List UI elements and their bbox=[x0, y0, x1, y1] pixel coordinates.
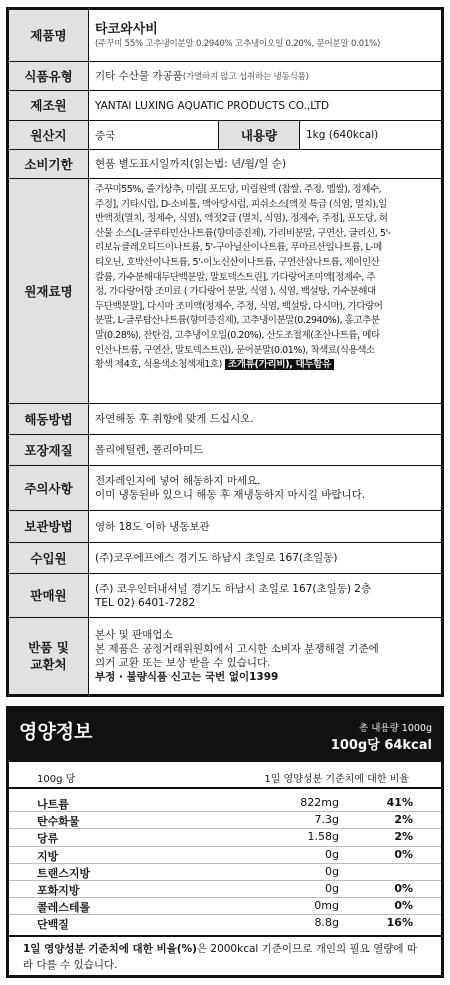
header-seller: 판매원 bbox=[9, 574, 89, 617]
per-serving-label: 100g 당 bbox=[37, 774, 76, 785]
ingredient-line: 반액젓(멸치, 정제수, 식염), 액젓2급 (멸치, 식염), 정제수, 주정], 포도당, 혀 bbox=[95, 213, 388, 225]
row-returns bbox=[9, 618, 441, 694]
expiry-value: 현품 별도표시일까지(읽는법: 년/월/일 순) bbox=[95, 158, 287, 170]
returns-line: 의거 교환 또는 보상 받을 수 있습니다. bbox=[95, 657, 271, 669]
ingredient-line: 티오닌, 호박산이나트륨, 5'-이노신산이나트륨, 구연산삼나트륨, 제이인산 bbox=[95, 256, 380, 268]
seller-address: (주) 코우인터내셔널 경기도 하남시 초일로 167(초일동) 2층 bbox=[95, 582, 372, 595]
footnote-text: 은 2000kcal 기준이므로 개인의 필요 열량에 따라 다를 수 있습니다. bbox=[23, 943, 418, 971]
ingredients-list bbox=[89, 179, 441, 403]
nutrient-row bbox=[9, 864, 441, 881]
food-type-note: (가열하지 않고 섭취하는 냉동식품) bbox=[182, 72, 309, 82]
row-thaw bbox=[9, 404, 441, 435]
header-thaw: 해동방법 bbox=[9, 404, 89, 434]
nutrient-row bbox=[9, 881, 441, 898]
caution-line: 전자레인지에 넣어 해동하지 마세요. bbox=[95, 475, 261, 487]
nutrient-percent: 0% bbox=[394, 847, 413, 861]
nutrition-header bbox=[9, 709, 441, 762]
product-label-table bbox=[6, 7, 444, 697]
header-volume: 내용량 bbox=[218, 121, 300, 149]
ingredient-line: 황색 제4호, 식용색소청색제1호) bbox=[95, 359, 222, 371]
ingredient-line: 리보뉴클레오티드이나트륨, 5'-구아닐산이나트륨, 푸마르산일나트륨, L-메 bbox=[95, 242, 382, 254]
ingredient-line: 주꾸미55%, 줄기상추, 미림[ 포도당, 미림원액 (찹쌀, 주정, 멥쌀), 정제수, bbox=[95, 184, 382, 195]
nutrient-percent: 2% bbox=[394, 830, 413, 844]
origin-value: 중국 bbox=[95, 129, 116, 142]
row-importer bbox=[9, 543, 441, 574]
ingredient-line: 산물 소스[L-글루타민산나트륨(향미증진제), 가리비분말, 구연산, 글리신, 5'- bbox=[95, 227, 391, 239]
importer-value: (주)코우에프에스 경기도 하남시 초일로 167(초일동) bbox=[95, 552, 338, 564]
nutrient-amount: 0g bbox=[325, 881, 339, 895]
header-food-type: 식품유형 bbox=[9, 62, 89, 90]
ingredient-line: 말(0.28%), 잔탄검, 고추냉이오일(0.20%), 산도조절제(초산나트륨, 메타 bbox=[95, 329, 380, 341]
nutrient-percent: 0% bbox=[394, 899, 413, 913]
nutrition-kcal: 100g당 64kcal bbox=[330, 738, 432, 753]
nutrient-name: 콜레스테롤 bbox=[37, 901, 91, 915]
ingredient-line: 두단백분말], 다시마 조미액(정제수, 주정, 식염, 백설탕, 다시마), 가다랑어 bbox=[95, 300, 383, 312]
nutrition-rows bbox=[9, 795, 441, 933]
nutrition-facts bbox=[6, 706, 444, 978]
row-product-name bbox=[9, 10, 441, 62]
row-packaging bbox=[9, 435, 441, 466]
header-product-name: 제품명 bbox=[9, 10, 89, 61]
nutrient-amount: 0mg bbox=[314, 899, 339, 913]
ingredient-line: 칼륨, 가수분해대두단백분말, 말토덱스트린], 가다랑어조미액[정제수, 주 bbox=[95, 271, 376, 283]
row-seller bbox=[9, 574, 441, 618]
nutrient-name: 지방 bbox=[37, 849, 59, 863]
nutrient-amount: 1.58g bbox=[307, 830, 339, 844]
row-expiry bbox=[9, 150, 441, 179]
nutrient-percent: 41% bbox=[386, 796, 413, 809]
nutrient-percent: 0% bbox=[394, 881, 413, 895]
nutrient-amount: 0g bbox=[325, 864, 339, 878]
nutrition-subheader bbox=[9, 762, 441, 789]
ingredient-line: 주정], 기타시럽, D-소비톨, 맥아당시럽, 피쉬소스[액젓 특급 (식염, 멸치),일 bbox=[95, 198, 387, 210]
header-returns-line: 반품 및 bbox=[28, 640, 69, 655]
nutrient-row bbox=[9, 812, 441, 829]
returns-line: 본 제품은 공정거래위원회에서 고시한 소비자 분쟁해결 기준에 bbox=[95, 643, 379, 655]
packaging-value: 폴리에틸렌, 폴리아미드 bbox=[95, 444, 204, 456]
returns-line: 본사 및 판매업소 bbox=[95, 629, 173, 641]
nutrient-amount: 7.3g bbox=[314, 813, 339, 827]
nutrient-name: 나트륨 bbox=[37, 798, 69, 811]
header-manufacturer: 제조원 bbox=[9, 91, 89, 120]
row-caution bbox=[9, 466, 441, 511]
nutrient-row bbox=[9, 915, 441, 932]
nutrient-name: 포화지방 bbox=[37, 883, 80, 897]
header-expiry: 소비기한 bbox=[9, 150, 89, 178]
nutrition-title: 영양정보 bbox=[19, 721, 93, 743]
header-origin: 원산지 bbox=[9, 121, 89, 149]
row-manufacturer bbox=[9, 91, 441, 121]
nutrient-percent: 16% bbox=[386, 916, 413, 930]
food-type-value: 기타 수산물 가공품 bbox=[95, 70, 183, 82]
caution-line: 이미 냉동된바 있으니 해동 후 재냉동하지 마시길 바랍니다. bbox=[95, 489, 366, 501]
nutrition-total: 총 내용량 1000g bbox=[359, 723, 432, 734]
allergen-badge: 조개류(가리비), 대두함유 bbox=[225, 359, 334, 370]
header-packaging: 포장재질 bbox=[9, 435, 89, 465]
thaw-value: 자연해동 후 취향에 맞게 드십시오. bbox=[95, 413, 254, 425]
header-caution: 주의사항 bbox=[9, 466, 89, 510]
nutrient-name: 단백질 bbox=[37, 918, 69, 932]
row-storage bbox=[9, 511, 441, 543]
manufacturer-value: YANTAI LUXING AQUATIC PRODUCTS CO.,LTD bbox=[95, 99, 330, 112]
nutrition-footnote bbox=[9, 935, 441, 975]
header-storage: 보관방법 bbox=[9, 511, 89, 542]
ingredient-line: 분말, L-글루탐산나트륨(향미증진제), 고추냉이분말(0.2940%), 홍고추분 bbox=[95, 315, 380, 327]
nutrient-name: 탄수화물 bbox=[37, 815, 80, 829]
seller-phone: TEL 02) 6401-7282 bbox=[95, 596, 196, 609]
header-returns-line: 교환처 bbox=[30, 657, 67, 672]
nutrient-row bbox=[9, 795, 441, 812]
nutrient-row bbox=[9, 898, 441, 915]
daily-ratio-label: 1일 영양성분 기준치에 대한 비율 bbox=[264, 774, 409, 785]
product-name: 타코와사비 bbox=[95, 22, 158, 37]
nutrient-row bbox=[9, 847, 441, 864]
header-ingredients: 원재료명 bbox=[9, 179, 89, 403]
nutrient-amount: 822mg bbox=[300, 796, 339, 809]
storage-value: 영하 18도 이하 냉동보관 bbox=[95, 520, 210, 533]
nutrient-name: 당류 bbox=[37, 832, 59, 846]
row-ingredients bbox=[9, 179, 441, 404]
row-origin bbox=[9, 121, 441, 150]
returns-hotline: 부정 · 불량식품 신고는 국번 없이1399 bbox=[95, 671, 279, 683]
ingredient-line: 인산나트륨, 구연산, 말토덱스트린), 문어분말(0.01%), 착색료(식용색소 bbox=[95, 344, 375, 356]
product-name-detail: (주꾸미 55% 고추냉이분말 0.2940% 고추냉이오일 0.20%, 문어분말 0.01%) bbox=[95, 39, 381, 49]
nutrient-amount: 8.8g bbox=[314, 916, 339, 930]
nutrient-percent: 2% bbox=[394, 813, 413, 827]
nutrient-row bbox=[9, 829, 441, 846]
ingredient-line: 정, 가다랑어향 조미료 ( 가다랑어 분말, 식염 ), 식염, 백설탕, 가수분해대 bbox=[95, 286, 376, 298]
nutrient-name: 트랜스지방 bbox=[37, 866, 91, 880]
footnote-bold: 1일 영양성분 기준치에 대한 비율(%) bbox=[23, 943, 197, 955]
header-importer: 수입원 bbox=[9, 543, 89, 573]
nutrient-amount: 0g bbox=[325, 847, 339, 861]
row-food-type bbox=[9, 62, 441, 91]
volume-value: 1kg (640kcal) bbox=[306, 129, 379, 141]
